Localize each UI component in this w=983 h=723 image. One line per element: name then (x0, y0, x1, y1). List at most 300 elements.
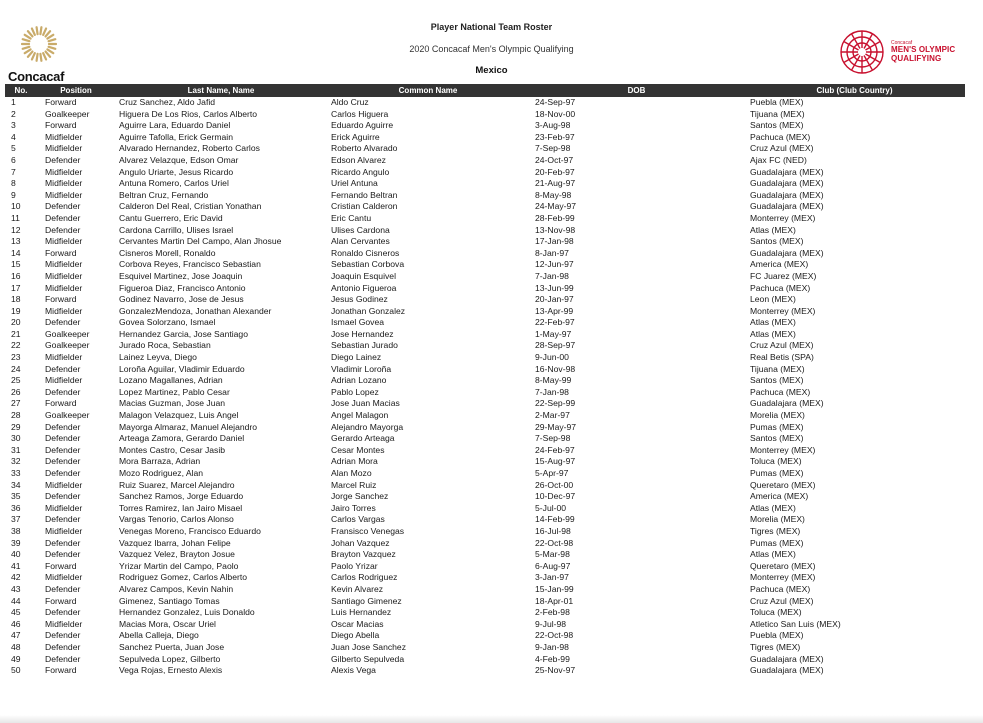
cell-club: Queretaro (MEX) (750, 479, 816, 490)
cell-number: 10 (11, 201, 21, 212)
cell-club: Monterrey (MEX) (750, 444, 816, 455)
cell-common-name: Jorge Sanchez (331, 491, 389, 502)
table-row (5, 236, 965, 248)
cell-number: 9 (11, 189, 16, 200)
cell-position: Midfielder (45, 618, 83, 629)
cell-dob: 14-Feb-99 (535, 514, 575, 525)
cell-number: 50 (11, 665, 21, 676)
cell-position: Defender (45, 491, 81, 502)
cell-dob: 25-Nov-97 (535, 665, 576, 676)
cell-club: Pachuca (MEX) (750, 131, 811, 142)
cell-club: Guadalajara (MEX) (750, 247, 824, 258)
table-row (5, 155, 965, 167)
page-title: Player National Team Roster (430, 22, 553, 32)
cell-number: 18 (11, 294, 21, 305)
concacaf-wordmark: Concacaf (8, 69, 65, 84)
table-row (5, 526, 965, 538)
table-row (5, 422, 965, 434)
cell-number: 11 (11, 212, 20, 223)
roster-table-header (5, 84, 965, 97)
cell-full-name: Jurado Roca, Sebastian (119, 340, 211, 351)
cell-dob: 4-Feb-99 (535, 653, 570, 664)
cell-club: Toluca (MEX) (750, 607, 802, 618)
cell-club: Atlas (MEX) (750, 502, 796, 513)
cell-club: Pachuca (MEX) (750, 583, 811, 594)
cell-common-name: Jonathan Gonzalez (331, 305, 406, 316)
column-header-name: Last Name, Name (115, 84, 327, 97)
cell-full-name: Angulo Uriarte, Jesus Ricardo (119, 166, 234, 177)
cell-common-name: Antonio Figueroa (331, 282, 397, 293)
cell-club: Puebla (MEX) (750, 97, 804, 107)
cell-dob: 3-Aug-98 (535, 120, 571, 131)
cell-club: America (MEX) (750, 491, 809, 502)
cell-position: Defender (45, 514, 81, 525)
cell-position: Midfielder (45, 502, 83, 513)
cell-position: Forward (45, 560, 77, 571)
cell-dob: 26-Oct-00 (535, 479, 574, 490)
cell-number: 23 (11, 352, 21, 363)
cell-club: Atletico San Luis (MEX) (750, 618, 841, 629)
cell-club: Tijuana (MEX) (750, 363, 805, 374)
cell-common-name: Santiago Gimenez (331, 595, 402, 606)
cell-common-name: Edson Alvarez (331, 154, 386, 165)
table-row (5, 143, 965, 155)
table-row (5, 178, 965, 190)
cell-common-name: Aldo Cruz (331, 97, 369, 107)
table-row (5, 340, 965, 352)
cell-number: 25 (11, 375, 21, 386)
cell-number: 6 (11, 154, 16, 165)
cell-position: Forward (45, 665, 77, 676)
cell-full-name: Cruz Sanchez, Aldo Jafid (119, 97, 216, 107)
cell-club: Real Betis (SPA) (750, 352, 814, 363)
table-row (5, 549, 965, 561)
cell-full-name: Rodriguez Gomez, Carlos Alberto (119, 572, 248, 583)
cell-common-name: Brayton Vazquez (331, 549, 396, 560)
cell-dob: 13-Nov-98 (535, 224, 576, 235)
table-row (5, 491, 965, 503)
cell-full-name: Alvarez Velazque, Edson Omar (119, 154, 239, 165)
table-row (5, 120, 965, 132)
cell-full-name: Arteaga Zamora, Gerardo Daniel (119, 433, 245, 444)
cell-full-name: Vega Rojas, Ernesto Alexis (119, 665, 223, 676)
cell-full-name: Mozo Rodriguez, Alan (119, 468, 204, 478)
table-row (5, 596, 965, 608)
cell-dob: 12-Jun-97 (535, 259, 574, 270)
cell-number: 14 (11, 247, 21, 258)
cell-number: 5 (11, 143, 16, 154)
cell-number: 29 (11, 421, 21, 432)
cell-full-name: Macias Mora, Oscar Uriel (119, 618, 216, 629)
cell-club: Santos (MEX) (750, 433, 804, 444)
table-row (5, 201, 965, 213)
cell-full-name: Malagon Velazquez, Luis Angel (119, 410, 239, 421)
cell-common-name: Adrian Mora (331, 456, 378, 467)
cell-number: 16 (11, 270, 21, 281)
cell-club: Leon (MEX) (750, 294, 796, 305)
cell-full-name: Higuera De Los Rios, Carlos Alberto (119, 108, 258, 119)
cell-number: 17 (11, 282, 21, 293)
cell-position: Midfielder (45, 259, 83, 270)
cell-full-name: Torres Ramirez, Ian Jairo Misael (119, 502, 243, 513)
cell-dob: 18-Apr-01 (535, 595, 574, 606)
cell-common-name: Jesus Godinez (331, 294, 388, 305)
cell-full-name: Alvarado Hernandez, Roberto Carlos (119, 143, 260, 154)
cell-full-name: Cervantes Martin Del Campo, Alan Jhosue (119, 236, 282, 247)
cell-club: Guadalajara (MEX) (750, 665, 824, 676)
cell-club: Toluca (MEX) (750, 456, 802, 467)
cell-full-name: Lozano Magallanes, Adrian (119, 375, 223, 386)
cell-club: Morelia (MEX) (750, 410, 805, 421)
cell-common-name: Ulises Cardona (331, 224, 390, 235)
cell-common-name: Gerardo Arteaga (331, 433, 395, 444)
table-row (5, 607, 965, 619)
cell-number: 38 (11, 525, 21, 536)
cell-number: 4 (11, 131, 16, 142)
cell-dob: 8-Jan-97 (535, 247, 569, 258)
table-row (5, 306, 965, 318)
cell-club: Guadalajara (MEX) (750, 166, 824, 177)
cell-full-name: Cardona Carrillo, Ulises Israel (119, 224, 234, 235)
cell-position: Forward (45, 294, 77, 305)
cell-position: Midfielder (45, 525, 83, 536)
cell-number: 33 (11, 468, 21, 478)
cell-position: Defender (45, 433, 81, 444)
cell-common-name: Paolo Yrizar (331, 560, 378, 571)
cell-number: 22 (11, 340, 21, 351)
cell-club: Tijuana (MEX) (750, 108, 805, 119)
cell-dob: 6-Aug-97 (535, 560, 571, 571)
cell-position: Goalkeeper (45, 410, 90, 421)
cell-position: Forward (45, 120, 77, 131)
cell-full-name: Sanchez Ramos, Jorge Eduardo (119, 491, 244, 502)
cell-common-name: Carlos Vargas (331, 514, 385, 525)
cell-full-name: Lainez Leyva, Diego (119, 352, 197, 363)
cell-dob: 5-Jul-00 (535, 502, 567, 513)
cell-number: 2 (11, 108, 16, 119)
cell-common-name: Eduardo Aguirre (331, 120, 394, 131)
cell-position: Defender (45, 154, 81, 165)
cell-position: Midfielder (45, 166, 83, 177)
cell-dob: 15-Jan-99 (535, 583, 574, 594)
cell-common-name: Alan Mozo (331, 468, 372, 478)
cell-number: 3 (11, 120, 16, 131)
cell-dob: 10-Dec-97 (535, 491, 576, 502)
table-row (5, 433, 965, 445)
cell-position: Forward (45, 247, 77, 258)
cell-position: Goalkeeper (45, 340, 90, 351)
cell-position: Midfielder (45, 479, 83, 490)
cell-dob: 13-Jun-99 (535, 282, 574, 293)
cell-position: Defender (45, 468, 81, 478)
cell-number: 39 (11, 537, 21, 548)
cell-club: Santos (MEX) (750, 375, 804, 386)
cell-number: 35 (11, 491, 21, 502)
table-row (5, 572, 965, 584)
column-header-dob: DOB (529, 84, 744, 97)
cell-common-name: Pablo Lopez (331, 386, 379, 397)
cell-club: Queretaro (MEX) (750, 560, 816, 571)
cell-common-name: Marcel Ruiz (331, 479, 377, 490)
cell-full-name: Calderon Del Real, Cristian Yonathan (119, 201, 262, 212)
cell-position: Goalkeeper (45, 108, 90, 119)
cell-position: Midfielder (45, 352, 83, 363)
cell-common-name: Uriel Antuna (331, 178, 378, 189)
cell-dob: 18-Nov-00 (535, 108, 576, 119)
cell-position: Defender (45, 641, 81, 652)
cell-dob: 9-Jan-98 (535, 641, 569, 652)
cell-number: 49 (11, 653, 21, 664)
table-row (5, 329, 965, 341)
cell-common-name: Jose Juan Macias (331, 398, 400, 409)
cell-club: Tigres (MEX) (750, 641, 801, 652)
cell-full-name: Macias Guzman, Jose Juan (119, 398, 226, 409)
table-row (5, 642, 965, 654)
cell-dob: 17-Jan-98 (535, 236, 574, 247)
cell-full-name: Loroña Aguilar, Vladimir Eduardo (119, 363, 245, 374)
cell-number: 1 (11, 97, 16, 107)
cell-dob: 24-May-97 (535, 201, 577, 212)
table-row (5, 317, 965, 329)
table-row (5, 456, 965, 468)
table-row (5, 167, 965, 179)
cell-position: Defender (45, 583, 81, 594)
cell-full-name: Beltran Cruz, Fernando (119, 189, 209, 200)
cell-full-name: Abella Calleja, Diego (119, 630, 199, 641)
cell-number: 36 (11, 502, 21, 513)
cell-common-name: Carlos Rodriguez (331, 572, 398, 583)
title-block (0, 22, 983, 76)
table-row (5, 538, 965, 550)
table-row (5, 480, 965, 492)
table-row (5, 503, 965, 515)
cell-full-name: Yrizar Martin del Campo, Paolo (119, 560, 239, 571)
cell-position: Forward (45, 595, 77, 606)
cell-number: 31 (11, 444, 21, 455)
cell-dob: 16-Jul-98 (535, 525, 571, 536)
cell-common-name: Sebastian Corbova (331, 259, 405, 270)
competition-name: 2020 Concacaf Men's Olympic Qualifying (409, 44, 574, 54)
cell-dob: 22-Sep-99 (535, 398, 576, 409)
cell-common-name: Cristian Calderon (331, 201, 398, 212)
logo-brand-small: Concacaf (891, 40, 913, 46)
cell-dob: 15-Aug-97 (535, 456, 576, 467)
cell-dob: 2-Mar-97 (535, 410, 570, 421)
cell-position: Forward (45, 97, 77, 107)
cell-dob: 13-Apr-99 (535, 305, 574, 316)
cell-club: America (MEX) (750, 259, 809, 270)
table-row (5, 132, 965, 144)
cell-club: Guadalajara (MEX) (750, 178, 824, 189)
cell-dob: 5-Apr-97 (535, 468, 569, 478)
table-row (5, 665, 965, 677)
table-row (5, 584, 965, 596)
cell-common-name: Fernando Beltran (331, 189, 398, 200)
cell-full-name: Ruiz Suarez, Marcel Alejandro (119, 479, 235, 490)
cell-number: 8 (11, 178, 16, 189)
table-row (5, 259, 965, 271)
cell-club: Atlas (MEX) (750, 224, 796, 235)
cell-club: Morelia (MEX) (750, 514, 805, 525)
table-row (5, 630, 965, 642)
cell-dob: 7-Jan-98 (535, 270, 569, 281)
logo-line-1: MEN'S OLYMPIC (891, 45, 956, 54)
cell-position: Defender (45, 201, 81, 212)
cell-common-name: Diego Lainez (331, 352, 382, 363)
table-row (5, 294, 965, 306)
cell-club: Monterrey (MEX) (750, 212, 816, 223)
cell-common-name: Joaquin Esquivel (331, 270, 396, 281)
cell-position: Defender (45, 224, 81, 235)
cell-position: Defender (45, 537, 81, 548)
cell-position: Midfielder (45, 572, 83, 583)
cell-common-name: Alan Cervantes (331, 236, 390, 247)
cell-full-name: Mora Barraza, Adrian (119, 456, 201, 467)
roster-table-body (5, 97, 965, 677)
cell-club: Santos (MEX) (750, 120, 804, 131)
cell-full-name: Hernandez Garcia, Jose Santiago (119, 328, 248, 339)
cell-dob: 2-Feb-98 (535, 607, 570, 618)
cell-common-name: Vladimir Loroña (331, 363, 392, 374)
cell-full-name: Cantu Guerrero, Eric David (119, 212, 223, 223)
cell-dob: 1-May-97 (535, 328, 572, 339)
cell-number: 41 (11, 560, 21, 571)
cell-number: 12 (11, 224, 21, 235)
cell-club: Atlas (MEX) (750, 328, 796, 339)
cell-number: 45 (11, 607, 21, 618)
cell-full-name: Vargas Tenorio, Carlos Alonso (119, 514, 234, 525)
column-header-common-name: Common Name (327, 84, 529, 97)
table-row (5, 190, 965, 202)
cell-number: 7 (11, 166, 16, 177)
cell-full-name: Gimenez, Santiago Tomas (119, 595, 220, 606)
cell-common-name: Luis Hernandez (331, 607, 392, 618)
cell-dob: 29-May-97 (535, 421, 577, 432)
cell-position: Midfielder (45, 305, 83, 316)
cell-number: 47 (11, 630, 21, 641)
cell-position: Defender (45, 653, 81, 664)
cell-club: Tigres (MEX) (750, 525, 801, 536)
cell-common-name: Johan Vazquez (331, 537, 390, 548)
cell-position: Defender (45, 607, 81, 618)
cell-dob: 7-Sep-98 (535, 143, 571, 154)
cell-number: 40 (11, 549, 21, 560)
cell-club: Cruz Azul (MEX) (750, 340, 814, 351)
cell-position: Midfielder (45, 375, 83, 386)
olympic-qualifying-emblem-icon (838, 28, 886, 76)
cell-position: Defender (45, 317, 81, 328)
table-row (5, 352, 965, 364)
cell-dob: 22-Oct-98 (535, 537, 574, 548)
logo-line-2: QUALIFYING (891, 54, 942, 63)
cell-club: Pachuca (MEX) (750, 386, 811, 397)
cell-dob: 7-Jan-98 (535, 386, 569, 397)
cell-common-name: Jairo Torres (331, 502, 376, 513)
cell-full-name: Sepulveda Lopez, Gilberto (119, 653, 221, 664)
cell-common-name: Adrian Lozano (331, 375, 387, 386)
cell-position: Defender (45, 212, 81, 223)
table-row (5, 468, 965, 480)
column-header-no: No. (5, 84, 37, 97)
team-name: Mexico (475, 65, 508, 76)
cell-common-name: Ronaldo Cisneros (331, 247, 400, 258)
cell-dob: 22-Feb-97 (535, 317, 575, 328)
cell-common-name: Roberto Alvarado (331, 143, 398, 154)
cell-full-name: Sanchez Puerta, Juan Jose (119, 641, 225, 652)
cell-common-name: Oscar Macias (331, 618, 384, 629)
table-row (5, 109, 965, 121)
cell-common-name: Juan Jose Sanchez (331, 641, 407, 652)
cell-club: Pumas (MEX) (750, 468, 804, 478)
cell-dob: 5-Mar-98 (535, 549, 570, 560)
cell-common-name: Carlos Higuera (331, 108, 389, 119)
cell-dob: 28-Feb-99 (535, 212, 575, 223)
cell-full-name: GonzalezMendoza, Jonathan Alexander (119, 305, 272, 316)
cell-club: Guadalajara (MEX) (750, 201, 824, 212)
cell-club: Cruz Azul (MEX) (750, 143, 814, 154)
cell-full-name: Alvarez Campos, Kevin Nahin (119, 583, 234, 594)
cell-full-name: Govea Solorzano, Ismael (119, 317, 216, 328)
cell-dob: 28-Sep-97 (535, 340, 576, 351)
table-row (5, 271, 965, 283)
cell-full-name: Lopez Martinez, Pablo Cesar (119, 386, 230, 397)
cell-number: 26 (11, 386, 21, 397)
column-header-club: Club (Club Country) (744, 84, 965, 97)
cell-number: 44 (11, 595, 21, 606)
cell-club: Cruz Azul (MEX) (750, 595, 814, 606)
cell-full-name: Montes Castro, Cesar Jasib (119, 444, 226, 455)
table-row (5, 213, 965, 225)
cell-number: 43 (11, 583, 21, 594)
cell-position: Defender (45, 549, 81, 560)
cell-number: 24 (11, 363, 21, 374)
cell-full-name: Hernandez Gonzalez, Luis Donaldo (119, 607, 255, 618)
cell-club: Guadalajara (MEX) (750, 189, 824, 200)
cell-position: Midfielder (45, 131, 83, 142)
cell-dob: 3-Jan-97 (535, 572, 569, 583)
cell-dob: 8-May-99 (535, 375, 572, 386)
cell-position: Defender (45, 444, 81, 455)
cell-full-name: Vazquez Velez, Brayton Josue (119, 549, 235, 560)
cell-full-name: Venegas Moreno, Francisco Eduardo (119, 525, 261, 536)
cell-club: Santos (MEX) (750, 236, 804, 247)
cell-club: Atlas (MEX) (750, 549, 796, 560)
cell-club: Monterrey (MEX) (750, 305, 816, 316)
cell-dob: 9-Jun-00 (535, 352, 569, 363)
cell-dob: 24-Oct-97 (535, 154, 574, 165)
table-row (5, 283, 965, 295)
cell-full-name: Aguirre Tafolla, Erick Germain (119, 131, 233, 142)
cell-number: 15 (11, 259, 21, 270)
cell-common-name: Fransisco Venegas (331, 525, 405, 536)
cell-dob: 8-May-98 (535, 189, 572, 200)
cell-dob: 23-Feb-97 (535, 131, 575, 142)
cell-dob: 24-Feb-97 (535, 444, 575, 455)
cell-full-name: Cisneros Morell, Ronaldo (119, 247, 216, 258)
table-row (5, 561, 965, 573)
table-row (5, 619, 965, 631)
cell-common-name: Jose Hernandez (331, 328, 394, 339)
cell-common-name: Gilberto Sepulveda (331, 653, 405, 664)
cell-number: 37 (11, 514, 21, 525)
cell-club: Monterrey (MEX) (750, 572, 816, 583)
table-row (5, 225, 965, 237)
table-row (5, 654, 965, 666)
olympic-qualifying-logo (838, 28, 968, 76)
cell-number: 28 (11, 410, 21, 421)
cell-position: Forward (45, 398, 77, 409)
cell-dob: 20-Feb-97 (535, 166, 575, 177)
